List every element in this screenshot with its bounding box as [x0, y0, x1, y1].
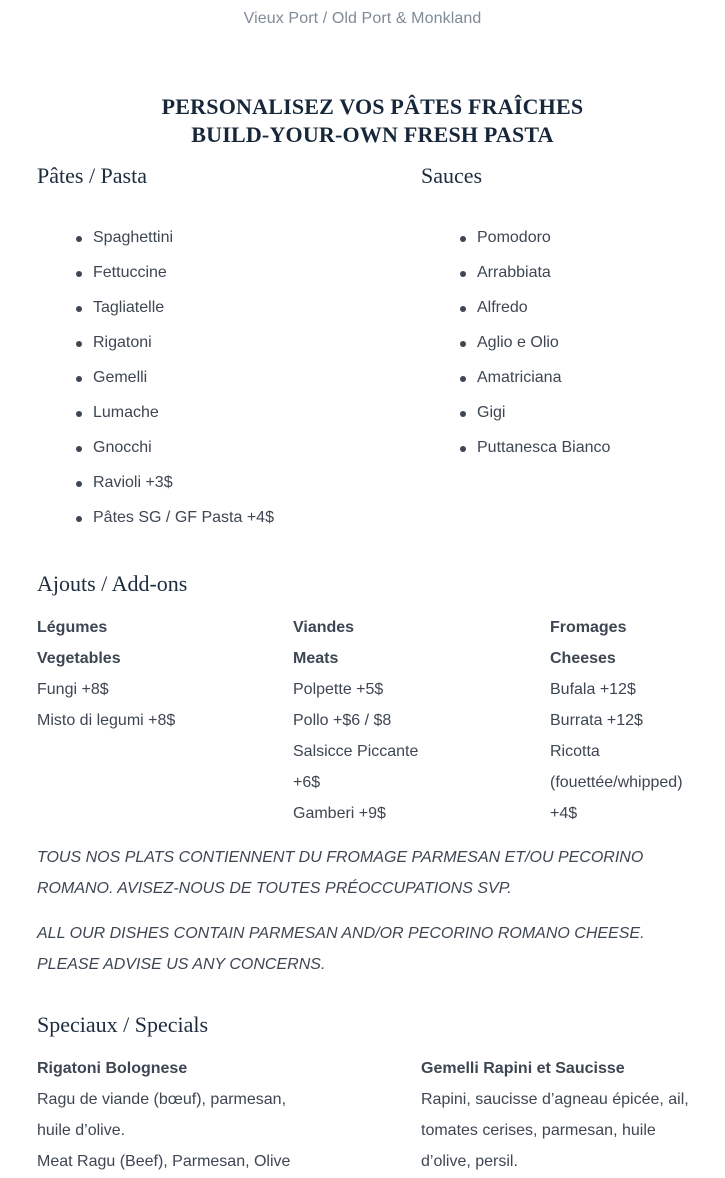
list-item: Puttanesca Bianco — [457, 437, 610, 472]
meats-title-en: Meats — [293, 650, 339, 667]
special-line: huile d’olive. — [37, 1122, 126, 1139]
allergy-note-fr — [37, 842, 697, 904]
list-item: Alfredo — [457, 297, 610, 332]
specials-heading: Speciaux / Specials — [37, 1012, 209, 1037]
list-item: Fettuccine — [73, 262, 274, 297]
list-item: Ricotta — [550, 743, 600, 760]
special-line: d’olive, persil. — [421, 1153, 518, 1170]
list-item: (fouettée/whipped) — [550, 774, 683, 791]
cheeses-title-en: Cheeses — [550, 650, 616, 667]
list-item: +4$ — [550, 805, 578, 822]
special-line: Meat Ragu (Beef), Parmesan, Olive — [37, 1153, 291, 1170]
pasta-list — [73, 227, 274, 542]
list-item: +6$ — [293, 774, 321, 791]
allergy-note-en — [37, 918, 697, 980]
cheeses-column — [550, 612, 720, 829]
list-item: Pomodoro — [457, 227, 610, 262]
list-item: Salsicce Piccante — [293, 743, 419, 760]
note-line: PLEASE ADVISE US ANY CONCERNS. — [37, 956, 326, 973]
sauces-list — [457, 227, 610, 472]
note-line: ROMANO. AVISEZ-NOUS DE TOUTES PRÉOCCUPATIONS SVP. — [37, 880, 512, 897]
sauces-heading: Sauces — [421, 163, 483, 188]
list-item: Burrata +12$ — [550, 712, 643, 729]
list-item: Gamberi +9$ — [293, 805, 386, 822]
meats-column — [293, 612, 533, 829]
list-item: Ravioli +3$ — [73, 472, 274, 507]
page-title — [0, 93, 725, 149]
list-item: Lumache — [73, 402, 274, 437]
list-item: Fungi +8$ — [37, 681, 109, 698]
pasta-heading: Pâtes / Pasta — [37, 163, 147, 188]
page-title-fr: PERSONALISEZ VOS PÂTES FRAÎCHES — [161, 94, 584, 119]
list-item: Gnocchi — [73, 437, 274, 472]
addons-heading: Ajouts / Add-ons — [37, 571, 188, 596]
list-item: Amatriciana — [457, 367, 610, 402]
list-item: Misto di legumi +8$ — [37, 712, 176, 729]
location-header: Vieux Port / Old Port & Monkland — [243, 10, 482, 27]
special-gemelli-rapini — [421, 1053, 721, 1177]
special-line: Ragu de viande (bœuf), parmesan, — [37, 1091, 287, 1108]
list-item: Spaghettini — [73, 227, 274, 262]
list-item: Tagliatelle — [73, 297, 274, 332]
meats-title-fr: Viandes — [293, 619, 355, 636]
note-line: ALL OUR DISHES CONTAIN PARMESAN AND/OR PECORINO ROMANO CHEESE. — [37, 925, 645, 942]
list-item: Bufala +12$ — [550, 681, 636, 698]
list-item: Arrabbiata — [457, 262, 610, 297]
list-item: Aglio e Olio — [457, 332, 610, 367]
cheeses-title-fr: Fromages — [550, 619, 627, 636]
note-line: TOUS NOS PLATS CONTIENNENT DU FROMAGE PARMESAN ET/OU PECORINO — [37, 849, 644, 866]
special-name: Gemelli Rapini et Saucisse — [421, 1060, 625, 1077]
vegetables-column — [37, 612, 277, 736]
special-line: Rapini, saucisse d’agneau épicée, ail, — [421, 1091, 689, 1108]
vegetables-title-en: Vegetables — [37, 650, 121, 667]
special-rigatoni-bolognese — [37, 1053, 407, 1177]
list-item: Polpette +5$ — [293, 681, 384, 698]
list-item: Gemelli — [73, 367, 274, 402]
special-name: Rigatoni Bolognese — [37, 1060, 188, 1077]
list-item: Gigi — [457, 402, 610, 437]
list-item: Rigatoni — [73, 332, 274, 367]
vegetables-title-fr: Légumes — [37, 619, 108, 636]
special-line: tomates cerises, parmesan, huile — [421, 1122, 656, 1139]
page-title-en: BUILD-YOUR-OWN FRESH PASTA — [191, 122, 554, 147]
list-item: Pâtes SG / GF Pasta +4$ — [73, 507, 274, 542]
list-item: Pollo +$6 / $8 — [293, 712, 392, 729]
